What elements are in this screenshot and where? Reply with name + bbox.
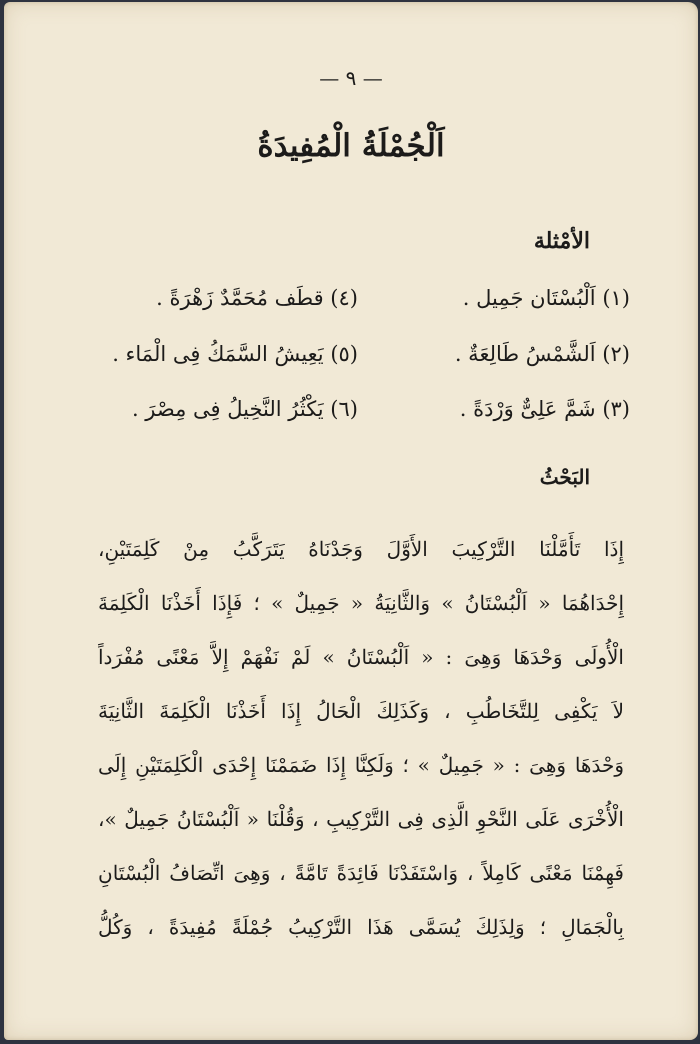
paragraph-line: الْأُخْرَى عَلَى النَّحْوِ الَّذِى فِى التَّرْكِيبِ ، وَقُلْنَا « اَلْبُسْتَانُ جَمِيلٌ »،	[98, 807, 624, 831]
discussion-heading: البَحْثُ	[539, 465, 590, 489]
examples-heading: الأمْثلة	[533, 228, 590, 254]
example-4: (٤) قطَف مُحَمَّدٌ زَهْرَةً .	[156, 286, 358, 310]
paragraph-line: وَحْدَهَا وَهِىَ : « جَمِيلٌ » ؛ وَلَكِنَّا إِذَا ضَمَمْنَا إِحْدَى الْكَلِمَتَيْنِ إِلَى	[98, 753, 624, 777]
paragraph-line: فَهِمْنَا مَعْنًى كَامِلاً ، وَاسْتَفَدْنَا فَائِدَةً تَامَّةً ، وَهِىَ اتِّصَافُ الْبُسْتَانِ	[98, 861, 624, 885]
example-3: (٣) شَمَّ عَلِىٌّ وَرْدَةً .	[459, 397, 630, 421]
paragraph-line: إِحْدَاهُمَا « اَلْبُسْتَانُ » وَالثَّانِيَةُ « جَمِيلٌ » ؛ فَإِذَا أَخَذْنَا الْكَلِمَةَ	[98, 591, 624, 615]
page-number: — ٩ —	[319, 66, 383, 90]
example-2: (٢) اَلشَّمْسُ طَالِعَةٌ .	[454, 342, 630, 366]
example-5: (٥) يَعِيشُ السَّمَكُ فِى الْمَاء .	[112, 342, 358, 366]
paragraph-line: بِالْجَمَالِ ؛ وَلِذَلِكَ يُسَمَّى هَذَا التَّرْكِيبُ جُمْلَةً مُفِيدَةً ، وَكُلُّ	[98, 915, 624, 939]
example-6: (٦) يَكْثُرُ النَّخِيلُ فِى مِصْرَ .	[131, 397, 358, 421]
example-1: (١) اَلْبُسْتَان جَمِيل .	[462, 286, 630, 310]
page-title: اَلْجُمْلَةُ الْمُفِيدَةُ	[257, 128, 445, 164]
paragraph-line: إِذَا تَأَمَّلْنَا التَّرْكِيبَ الأَوَّلَ وَجَدْنَاهُ يَتَرَكَّبُ مِنْ كَلِمَتَيْنِ،	[98, 537, 624, 561]
book-page	[4, 2, 698, 1040]
paragraph-line: الْأُولَى وَحْدَهَا وَهِىَ : « اَلْبُسْتَانُ » لَمْ نَفْهَمْ إِلاَّ مَعْنًى مُفْرَداً	[98, 645, 624, 669]
paragraph-line: لاَ يَكْفِى لِلتَّخَاطُبِ ، وَكَذَلِكَ الْحَالُ إِذَا أَخَذْنَا الْكَلِمَةَ الثَّانِيَةَ	[98, 699, 624, 723]
discussion-paragraph	[98, 522, 624, 954]
examples-list	[74, 282, 630, 442]
